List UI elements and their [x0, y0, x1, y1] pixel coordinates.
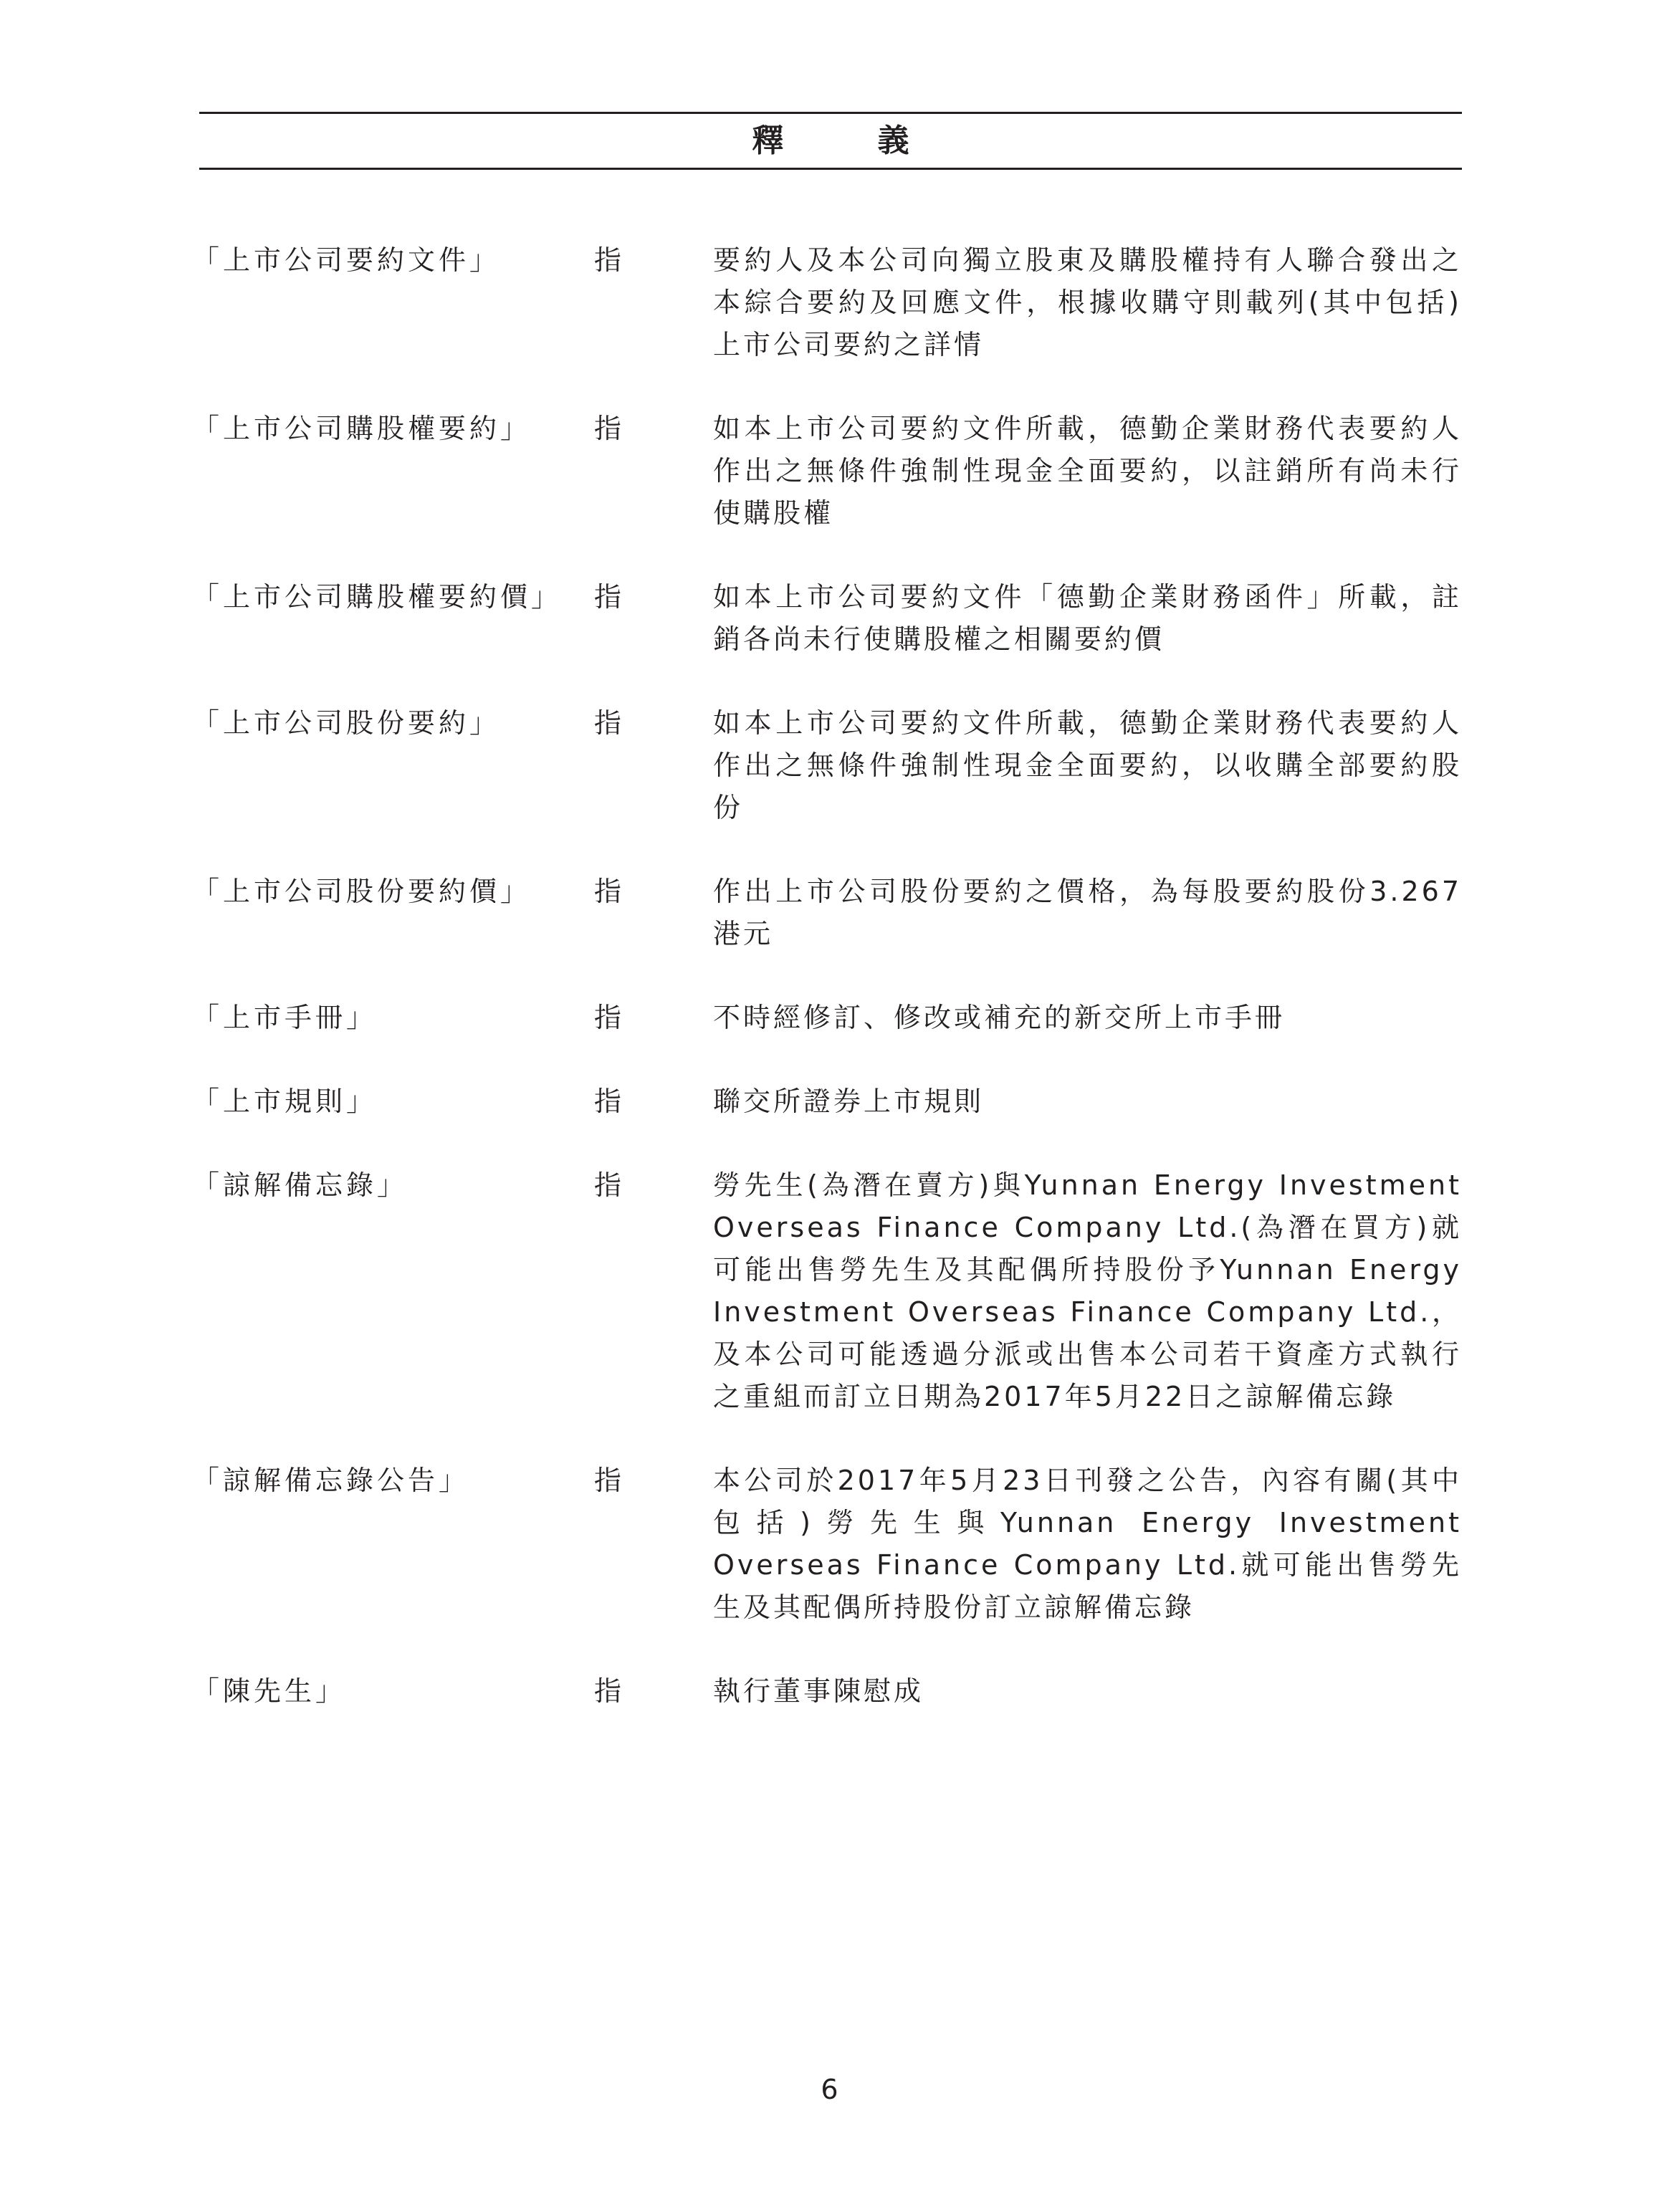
definition-text: 要約人及本公司向獨立股東及購股權持有人聯合發出之本綜合要約及回應文件，根據收購守則載列(其中包括)上市公司要約之詳情 — [713, 244, 1462, 360]
definition-entry — [192, 1081, 1462, 1123]
definition-text: 不時經修訂、修改或補充的新交所上市手冊 — [713, 1002, 1286, 1033]
definition-term: 「陳先生」 — [192, 1675, 347, 1707]
definition-term: 「上市手冊」 — [192, 1002, 378, 1033]
definition-term: 「上市公司股份要約價」 — [192, 876, 532, 907]
header-top-rule — [199, 112, 1462, 114]
definition-entry — [192, 871, 1462, 955]
means-label: 指 — [594, 876, 622, 907]
means-label: 指 — [594, 1169, 622, 1201]
means-label: 指 — [594, 1675, 622, 1707]
definition-entry — [192, 239, 1462, 366]
definition-entry — [192, 1460, 1462, 1629]
definition-term: 「上市公司購股權要約價」 — [192, 581, 563, 613]
definition-entry — [192, 1164, 1462, 1418]
definition-entry — [192, 702, 1462, 829]
definition-text: 如本上市公司要約文件所載，德勤企業財務代表要約人作出之無條件強制性現金全面要約，以註銷所有尚未行使購股權 — [713, 413, 1462, 529]
definition-term: 「上市公司股份要約」 — [192, 707, 501, 739]
definition-entry — [192, 1670, 1462, 1713]
definition-term: 「上市公司要約文件」 — [192, 244, 501, 276]
definition-entry — [192, 997, 1462, 1039]
definition-text: 作出上市公司股份要約之價格，為每股要約股份3.267港元 — [713, 876, 1462, 949]
means-label: 指 — [594, 707, 622, 739]
definitions-list — [192, 239, 1462, 1713]
definition-text: 本公司於2017年5月23日刊發之公告，內容有關(其中包括)勞先生與Yunnan Energy Investment Overseas Finance Company Ltd.就可能出售勞先生及其配偶所持股份訂立諒解備忘錄 — [713, 1465, 1462, 1623]
definition-entry — [192, 408, 1462, 535]
means-label: 指 — [594, 244, 622, 276]
definition-text: 勞先生(為潛在賣方)與Yunnan Energy Investment Overseas Finance Company Ltd.(為潛在買方)就可能出售勞先生及其配偶所持股份予Yunnan Energy Investment Overseas Finance Company Ltd.，及本公司可能透過分派或出售本公司若干資產方式執行之重組而訂立日期為2017年5月22日之諒解備忘錄 — [713, 1169, 1462, 1412]
means-label: 指 — [594, 1086, 622, 1117]
definition-entry — [192, 576, 1462, 661]
definition-term: 「上市公司購股權要約」 — [192, 413, 532, 444]
means-label: 指 — [594, 1465, 622, 1496]
definition-term: 「諒解備忘錄公告」 — [192, 1465, 470, 1496]
means-label: 指 — [594, 1002, 622, 1033]
header-bottom-rule — [199, 168, 1462, 170]
definition-term: 「諒解備忘錄」 — [192, 1169, 408, 1201]
definition-term: 「上市規則」 — [192, 1086, 378, 1117]
definition-text: 執行董事陳慰成 — [713, 1675, 924, 1707]
means-label: 指 — [594, 413, 622, 444]
definition-text: 如本上市公司要約文件「德勤企業財務函件」所載，註銷各尚未行使購股權之相關要約價 — [713, 581, 1462, 655]
page-number: 6 — [821, 2074, 838, 2105]
page-title: 釋 義 — [752, 123, 951, 159]
means-label: 指 — [594, 581, 622, 613]
definition-text: 如本上市公司要約文件所載，德勤企業財務代表要約人作出之無條件強制性現金全面要約，以收購全部要約股份 — [713, 707, 1462, 823]
definition-text: 聯交所證券上市規則 — [713, 1086, 985, 1117]
